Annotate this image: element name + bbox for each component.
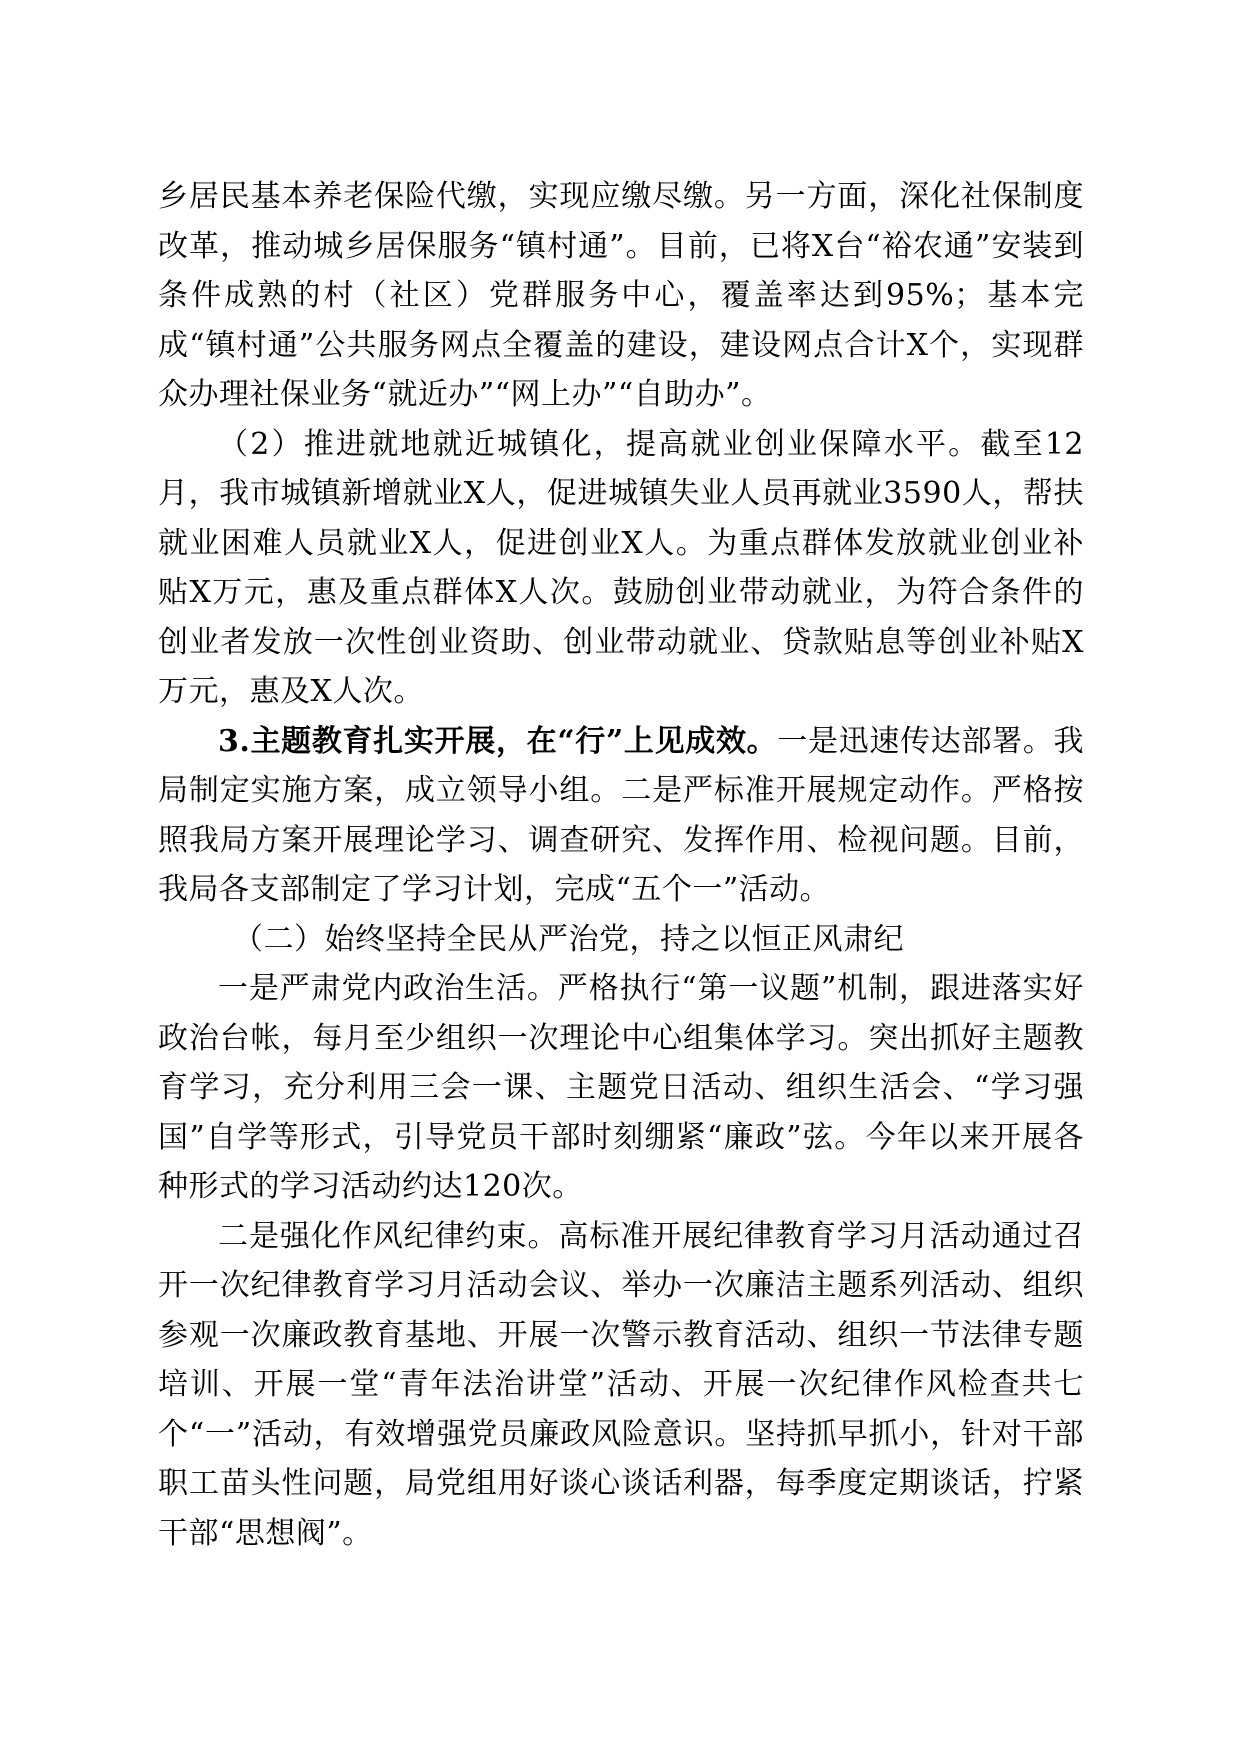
document-body xyxy=(158,172,1084,1558)
paragraph-social-security: 乡居民基本养老保险代缴，实现应缴尽缴。另一方面，深化社保制度改革，推动城乡居保服务“镇村通”。目前，已将X台“裕农通”安装到条件成熟的村（社区）党群服务中心，覆盖率达到95%；基本完成“镇村通”公共服务网点全覆盖的建设，建设网点合计X个，实现群众办理社保业务“就近办”“网上办”“自助办”。 xyxy=(158,179,1084,412)
paragraph-party-life: 一是严肃党内政治生活。严格执行“第一议题”机制，跟进落实好政治台帐，每月至少组织一次理论中心组集体学习。突出抓好主题教育学习，充分利用三会一课、主题党日活动、组织生活会、“学习强国”自学等形式，引导党员干部时刻绷紧“廉政”弦。今年以来开展各种形式的学习活动约达120次。 xyxy=(158,971,1084,1204)
paragraph-employment: （2）推进就地就近城镇化，提高就业创业保障水平。截至12月，我市城镇新增就业X人，促进城镇失业人员再就业3590人，帮扶就业困难人员就业X人，促进创业X人。为重点群体发放就业创业补贴X万元，惠及重点群体X人次。鼓励创业带动就业，为符合条件的创业者发放一次性创业资助、创业带动就业、贷款贴息等创业补贴X万元，惠及X人次。 xyxy=(158,426,1084,709)
paragraph-discipline: 二是强化作风纪律约束。高标准开展纪律教育学习月活动通过召开一次纪律教育学习月活动会议、举办一次廉洁主题系列活动、组织参观一次廉政教育基地、开展一次警示教育活动、组织一节法律专题培训、开展一堂“青年法治讲堂”活动、开展一次纪律作风检查共七个“一”活动，有效增强党员廉政风险意识。坚持抓早抓小，针对干部职工苗头性问题，局党组用好谈心谈话利器，每季度定期谈话，拧紧干部“思想阀”。 xyxy=(158,1218,1084,1551)
paragraph-body-text: 一是迅速传达部署。我局制定实施方案，成立领导小组。二是严标准开展规定动作。严格按照我局方案开展理论学习、调查研究、发挥作用、检视问题。目前，我局各支部制定了学习计划，完成“五个一”活动。 xyxy=(158,723,1085,907)
paragraph-lead-bold: 3.主题教育扎实开展，在“行”上见成效。 xyxy=(218,723,778,759)
section-heading: （二）始终坚持全民从严治党，持之以恒正风肃纪 xyxy=(233,921,904,957)
paragraph-theme-education xyxy=(158,717,1084,915)
